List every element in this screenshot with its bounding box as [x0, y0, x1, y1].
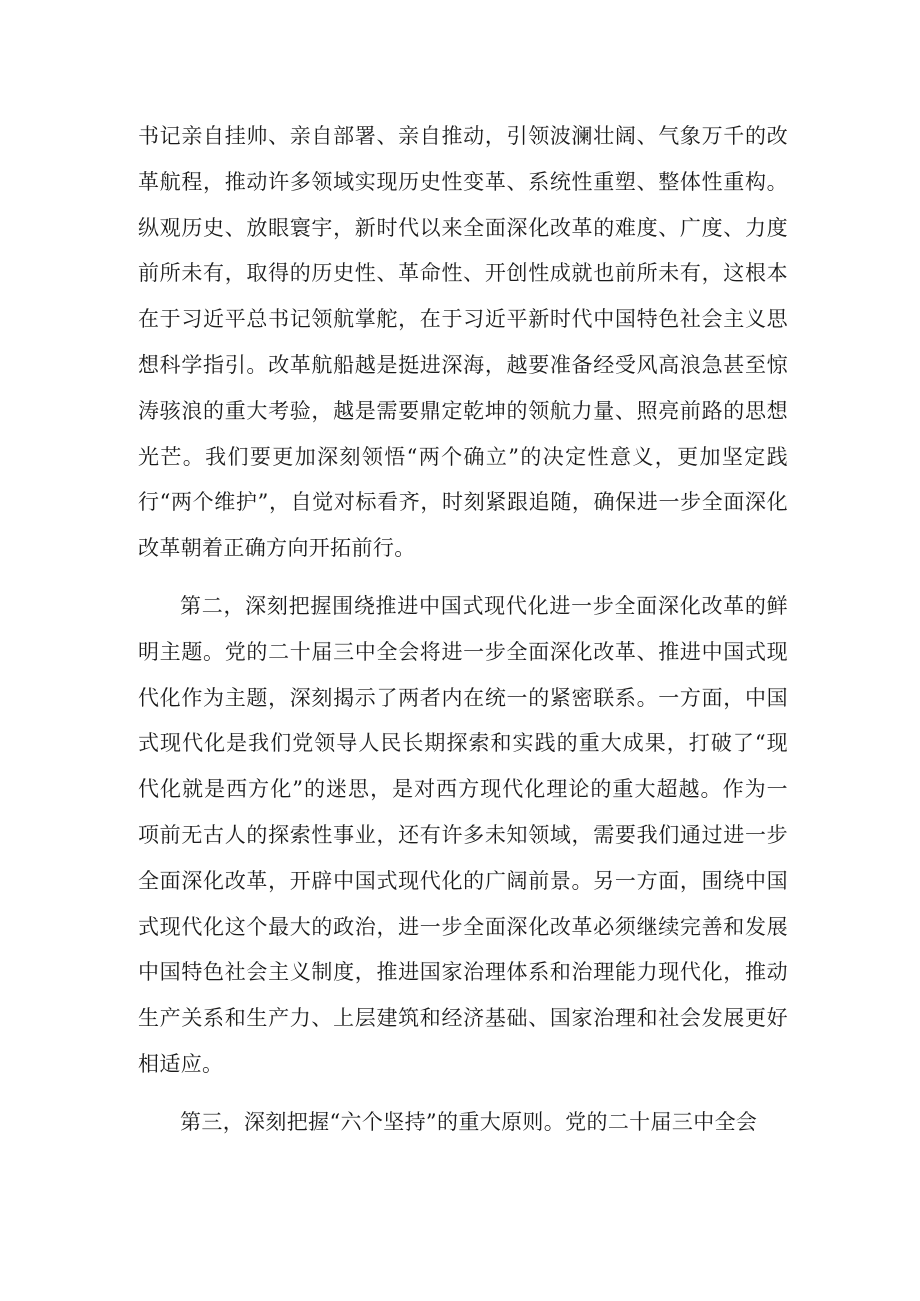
document-body: [138, 114, 788, 1146]
paragraph-second-point: 第二，深刻把握围绕推进中国式现代化进一步全面深化改革的鲜明主题。党的二十届三中全会将进一步全面深化改革、推进中国式现代化作为主题，深刻揭示了两者内在统一的紧密联系。一方面，中国式现代化是我们党领导人民长期探索和实践的重大成果，打破了“现代化就是西方化”的迷思，是对西方现代化理论的重大超越。作为一项前无古人的探索性事业，还有许多未知领域，需要我们通过进一步全面深化改革，开辟中国式现代化的广阔前景。另一方面，围绕中国式现代化这个最大的政治，进一步全面深化改革必须继续完善和发展中国特色社会主义制度，推进国家治理体系和治理能力现代化，推动生产关系和生产力、上层建筑和经济基础、国家治理和社会发展更好相适应。: [138, 593, 788, 1076]
paragraph-continuation: 书记亲自挂帅、亲自部署、亲自推动，引领波澜壮阔、气象万千的改革航程，推动许多领域实现历史性变革、系统性重塑、整体性重构。纵观历史、放眼寰宇，新时代以来全面深化改革的难度、广度、力度前所未有，取得的历史性、革命性、开创性成就也前所未有，这根本在于习近平总书记领航掌舵，在于习近平新时代中国特色社会主义思想科学指引。改革航船越是挺进深海，越要准备经受风高浪急甚至惊涛骇浪的重大考验，越是需要鼎定乾坤的领航力量、照亮前路的思想光芒。我们要更加深刻领悟“两个确立”的决定性意义，更加坚定践行“两个维护”，自觉对标看齐，时刻紧跟追随，确保进一步全面深化改革朝着正确方向开拓前行。: [138, 124, 788, 561]
paragraph-third-point: 第三，深刻把握“六个坚持”的重大原则。党的二十届三中全会: [180, 1109, 758, 1134]
